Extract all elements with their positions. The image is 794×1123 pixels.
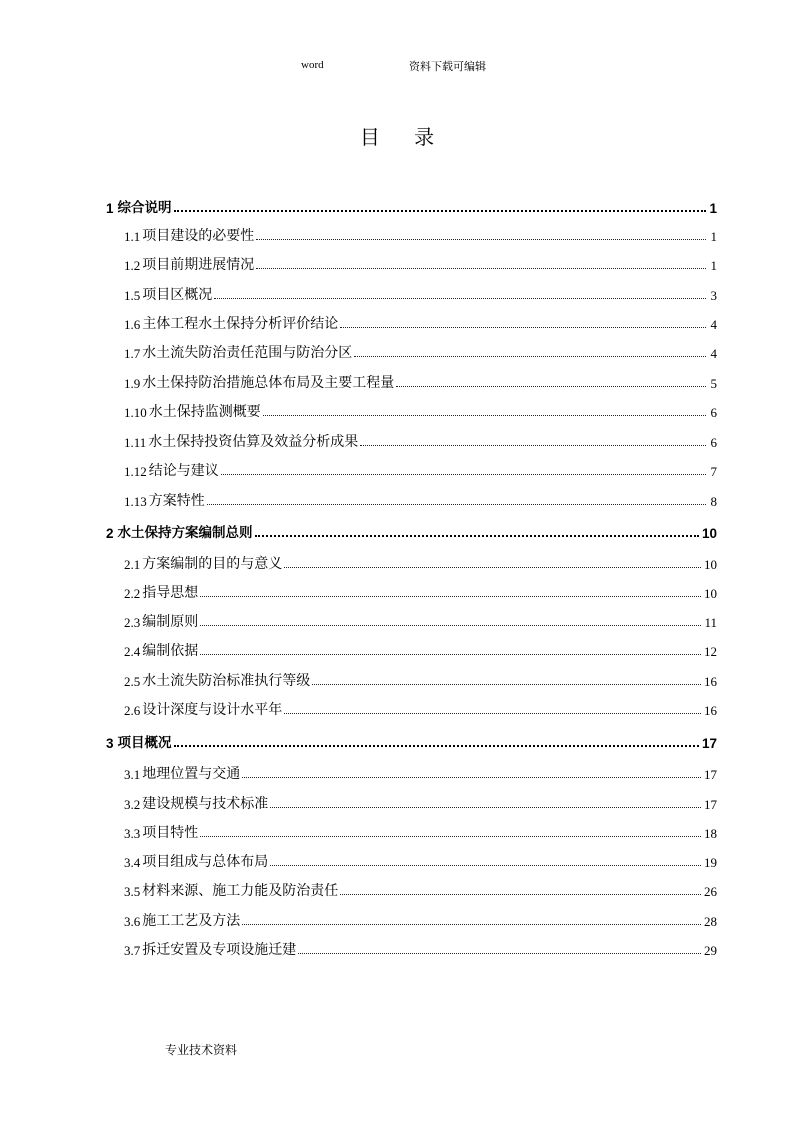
toc-entry[interactable] <box>106 695 717 719</box>
toc-entry-page: 8 <box>710 494 717 509</box>
toc-entry[interactable] <box>106 517 717 541</box>
toc-entry-number: 1.6 <box>124 317 141 332</box>
toc-entry-number: 3.6 <box>124 914 141 929</box>
toc-entry-page: 6 <box>710 435 717 450</box>
toc-entry-title: 设计深度与设计水平年 <box>142 702 283 718</box>
toc-entry-number: 3.4 <box>124 855 141 870</box>
toc-entry[interactable] <box>106 338 717 362</box>
toc-leader-dots <box>242 924 701 925</box>
toc-leader-dots <box>207 504 706 505</box>
toc-leader-dots <box>221 474 706 475</box>
toc-entry-number: 1.9 <box>124 376 141 391</box>
toc-entry[interactable] <box>106 280 717 304</box>
toc-entry-page: 16 <box>704 703 717 718</box>
toc-entry-title: 地理位置与交通 <box>142 766 241 782</box>
toc-entry-number: 1.13 <box>124 494 147 509</box>
toc-leader-dots <box>214 298 706 299</box>
toc-entry-page: 16 <box>704 674 717 689</box>
toc-entry-number: 3.1 <box>124 767 141 782</box>
toc-leader-dots <box>174 210 706 212</box>
toc-entry[interactable] <box>106 636 717 660</box>
toc-leader-dots <box>270 807 701 808</box>
toc-entry-title: 编制依据 <box>142 643 199 659</box>
toc-entry-page: 11 <box>704 615 717 630</box>
toc-leader-dots <box>340 894 701 895</box>
toc-entry-number: 2.6 <box>124 703 141 718</box>
toc-entry-page: 26 <box>704 884 717 899</box>
toc-entry[interactable] <box>106 876 717 900</box>
toc-entry[interactable] <box>106 847 717 871</box>
toc-entry-title: 项目前期进展情况 <box>142 257 255 273</box>
toc-entry-page: 17 <box>704 767 717 782</box>
toc-entry-page: 10 <box>704 586 717 601</box>
toc-entry[interactable] <box>106 368 717 392</box>
toc-entry[interactable] <box>106 607 717 631</box>
toc-entry-title: 方案编制的目的与意义 <box>142 556 283 572</box>
toc-entry-title: 建设规模与技术标准 <box>142 796 269 812</box>
toc-entry[interactable] <box>106 727 717 751</box>
toc-entry-page: 1 <box>710 258 717 273</box>
toc-entry-title: 主体工程水土保持分析评价结论 <box>142 316 339 332</box>
toc-entry-title: 综合说明 <box>117 200 172 216</box>
toc-entry-page: 17 <box>701 736 717 751</box>
toc-leader-dots <box>284 567 701 568</box>
toc-entry-number: 3 <box>106 736 114 751</box>
toc-entry-page: 6 <box>710 405 717 420</box>
toc-entry-number: 1.2 <box>124 258 141 273</box>
toc-entry-page: 19 <box>704 855 717 870</box>
toc-entry[interactable] <box>106 250 717 274</box>
toc-entry[interactable] <box>106 578 717 602</box>
toc-entry[interactable] <box>106 789 717 813</box>
toc-entry-number: 2 <box>106 526 114 541</box>
toc-entry-title: 水土保持方案编制总则 <box>117 525 253 541</box>
toc-entry[interactable] <box>106 549 717 573</box>
toc-entry[interactable] <box>106 309 717 333</box>
toc-entry-title: 水土保持监测概要 <box>148 404 261 420</box>
toc-entry-title: 项目概况 <box>117 735 172 751</box>
toc-entry-title: 方案特性 <box>148 493 205 509</box>
footer-text: 专业技术资料 <box>165 1043 238 1057</box>
toc-entry[interactable] <box>106 221 717 245</box>
toc-entry-number: 2.5 <box>124 674 141 689</box>
toc-leader-dots <box>174 745 699 747</box>
toc-entry-number: 3.3 <box>124 826 141 841</box>
toc-leader-dots <box>312 684 701 685</box>
toc-leader-dots <box>396 386 706 387</box>
toc-entry-page: 28 <box>704 914 717 929</box>
toc-leader-dots <box>242 777 701 778</box>
toc-entry[interactable] <box>106 192 717 216</box>
toc-entry-title: 编制原则 <box>142 614 199 630</box>
toc-leader-dots <box>263 415 706 416</box>
toc-entry-title: 材料来源、施工力能及防治责任 <box>142 883 339 899</box>
toc-entry-page: 4 <box>710 346 717 361</box>
header-word: word <box>301 59 324 71</box>
toc-entry-page: 7 <box>710 464 717 479</box>
toc-leader-dots <box>200 654 701 655</box>
toc-entry-title: 水土保持防治措施总体布局及主要工程量 <box>142 375 395 391</box>
toc-entry-page: 10 <box>701 526 717 541</box>
toc-entry-page: 10 <box>704 557 717 572</box>
toc-entry-number: 2.1 <box>124 557 141 572</box>
toc-entry-number: 1 <box>106 201 114 216</box>
toc-leader-dots <box>284 713 701 714</box>
toc-leader-dots <box>340 327 706 328</box>
toc-entry-title: 指导思想 <box>142 585 199 601</box>
toc-leader-dots <box>360 445 706 446</box>
toc-entry-title: 项目区概况 <box>142 287 213 303</box>
toc-leader-dots <box>256 268 706 269</box>
toc-entry-title: 项目组成与总体布局 <box>142 854 269 870</box>
toc-entry-title: 项目建设的必要性 <box>142 228 255 244</box>
toc-entry-title: 结论与建议 <box>148 463 219 479</box>
toc-entry-page: 4 <box>710 317 717 332</box>
toc-leader-dots <box>354 356 706 357</box>
toc-leader-dots <box>255 535 699 537</box>
toc-leader-dots <box>200 836 701 837</box>
toc-leader-dots <box>200 625 701 626</box>
toc-entry-page: 17 <box>704 797 717 812</box>
header-note: 资料下载可编辑 <box>409 60 486 73</box>
toc-entry-number: 3.2 <box>124 797 141 812</box>
toc-entry-number: 1.1 <box>124 229 141 244</box>
toc-entry-title: 施工工艺及方法 <box>142 913 241 929</box>
toc-entry-number: 1.12 <box>124 464 147 479</box>
toc-entry[interactable] <box>106 456 717 480</box>
toc-entry-number: 1.5 <box>124 288 141 303</box>
toc-entry[interactable] <box>106 759 717 783</box>
toc-leader-dots <box>256 239 706 240</box>
toc-entry-page: 5 <box>710 376 717 391</box>
toc-entry-number: 1.10 <box>124 405 147 420</box>
toc-entry-title: 项目特性 <box>142 825 199 841</box>
toc-title: 目 录 <box>359 125 449 149</box>
toc-entry-number: 1.7 <box>124 346 141 361</box>
toc-entry-title: 水土流失防治责任范围与防治分区 <box>142 345 353 361</box>
toc-entry-number: 3.7 <box>124 943 141 958</box>
toc-entry-number: 2.2 <box>124 586 141 601</box>
toc-entry-page: 1 <box>710 229 717 244</box>
toc-entry-number: 1.11 <box>124 435 147 450</box>
toc-entry[interactable] <box>106 818 717 842</box>
toc-entry-page: 1 <box>709 201 717 216</box>
toc-entry-page: 3 <box>710 288 717 303</box>
toc-entry-title: 水土保持投资估算及效益分析成果 <box>148 434 359 450</box>
toc-entry-number: 2.4 <box>124 644 141 659</box>
toc-entry[interactable] <box>106 427 717 451</box>
toc-entry[interactable] <box>106 935 717 959</box>
toc-entry-page: 18 <box>704 826 717 841</box>
toc-entry[interactable] <box>106 906 717 930</box>
toc-entry[interactable] <box>106 486 717 510</box>
toc-leader-dots <box>298 953 701 954</box>
toc-entry-title: 拆迁安置及专项设施迁建 <box>142 942 297 958</box>
toc-leader-dots <box>200 596 701 597</box>
toc-entry-title: 水土流失防治标准执行等级 <box>142 673 311 689</box>
toc-entry-number: 2.3 <box>124 615 141 630</box>
toc-entry-page: 12 <box>704 644 717 659</box>
toc-entry-page: 29 <box>704 943 717 958</box>
toc-entry-number: 3.5 <box>124 884 141 899</box>
toc-entry[interactable] <box>106 666 717 690</box>
toc-entry[interactable] <box>106 397 717 421</box>
toc-leader-dots <box>270 865 701 866</box>
